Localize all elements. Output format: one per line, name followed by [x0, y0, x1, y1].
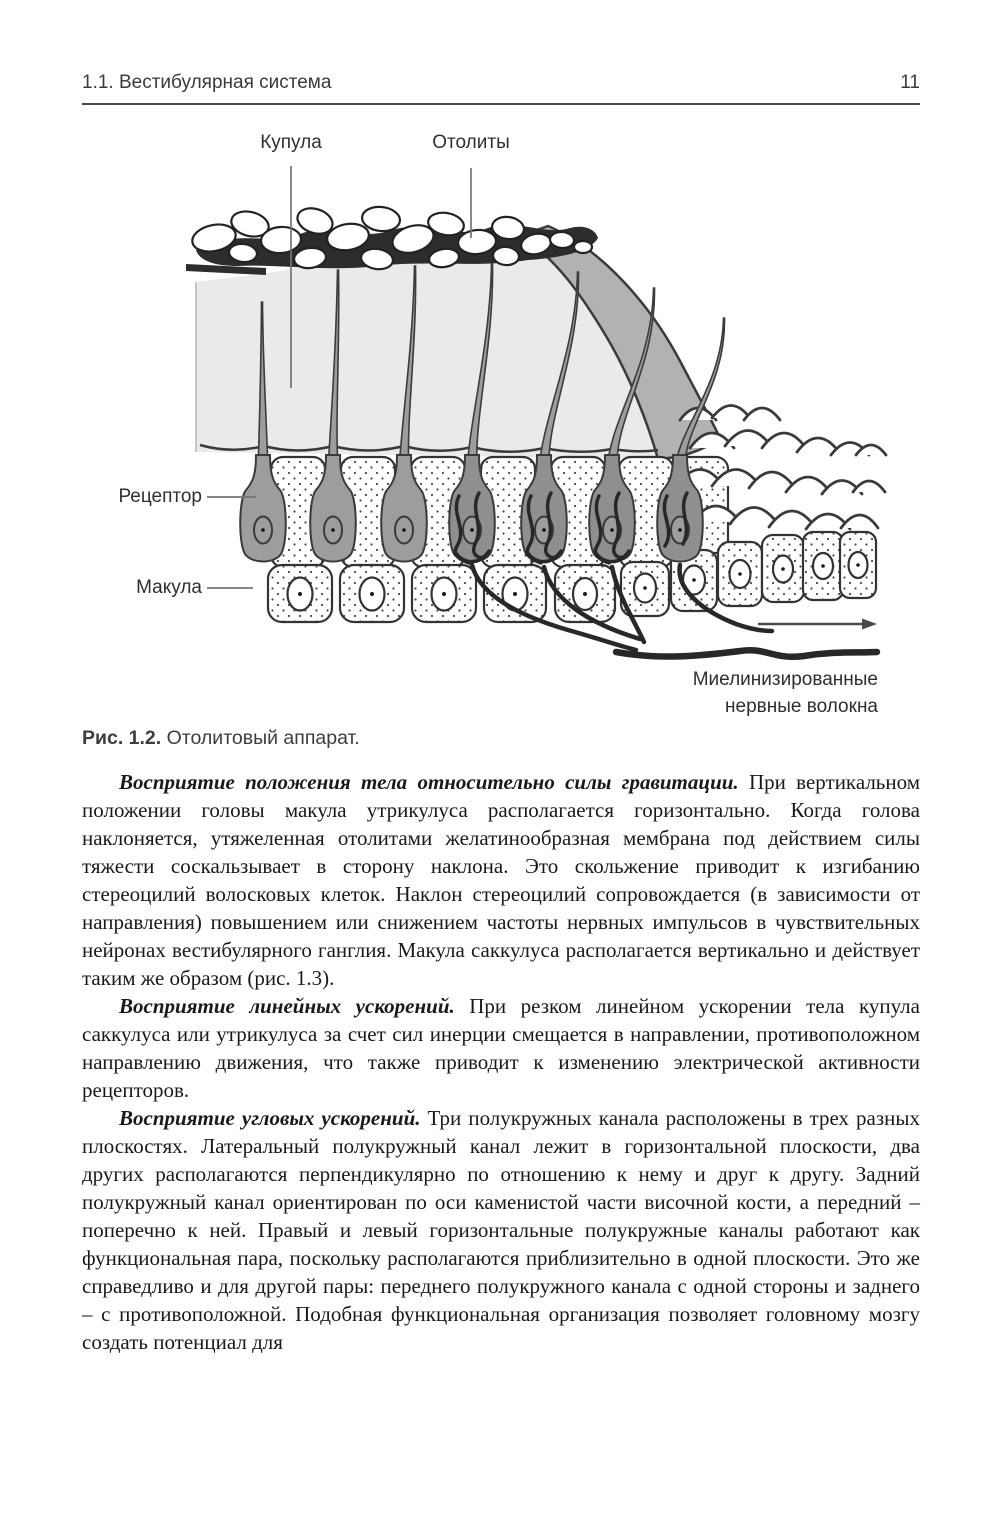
paragraph-gravity-body: При вертикальном положении головы макула утрикулуса располагается горизонтально. Когда голова наклоняется, утяжеленная отолитами желатинообразная мембрана под действием силы тяжести соскальзывает в сторону наклона. Это скольжение приводит к изгибанию стереоцилий волосковых клеток. Наклон стереоцилий сопровождается (в зависимости от направления) повышением или снижением частоты нервных импульсов в чувствительных нейронах вестибулярного ганглия. Макула саккулуса располагается вертикально и действует таким же образом (рис. 1.3).	[82, 770, 921, 990]
paragraph-linear-lead: Восприятие линейных ускорений.	[119, 994, 455, 1018]
figure-caption-number: Рис. 1.2.	[82, 727, 162, 749]
label-nerve-fibers	[560, 666, 878, 720]
label-otoliths: Отолиты	[432, 132, 510, 153]
header-rule	[82, 103, 920, 105]
label-receptor: Рецептор	[118, 486, 202, 507]
label-nerve-fibers-line2: нервные волокна	[725, 696, 878, 717]
label-nerve-fibers-line1: Миелинизированные	[692, 669, 878, 690]
label-cupula: Купула	[260, 132, 322, 153]
direction-arrow-icon	[758, 619, 877, 630]
paragraph-linear-body: При резком линейном ускорении тела купула саккулуса или утрикулуса за счет сил инерции смещается в направлении, противоположном направлению движения, что также приводит к изменению электрической активности рецепторов.	[82, 994, 920, 1102]
body-text	[82, 768, 920, 1356]
figure-caption-text: Отолитовый аппарат.	[166, 727, 360, 749]
figure-caption	[82, 727, 920, 750]
label-macula: Макула	[136, 577, 202, 598]
paragraph-gravity	[82, 768, 920, 992]
figure-1-2	[0, 118, 1000, 738]
paragraph-linear	[82, 992, 920, 1104]
paragraph-gravity-lead: Восприятие положения тела относительно силы гравитации.	[119, 770, 739, 794]
section-title: 1.1. Вестибулярная система	[82, 72, 332, 93]
paragraph-angular-body: Три полукружных канала расположены в трех разных плоскостях. Латеральный полукружный канал лежит в горизонтальной плоскости, два других располагаются перпендикулярно по отношению к нему и друг к другу. Задний полукружный канал ориентирован по оси каменистой части височной кости, а передний – поперечно к ней. Правый и левый горизонтальные полукружные каналы работают как функциональная пара, поскольку располагаются приблизительно в одной плоскости. Это же справедливо и для другой пары: переднего полукружного канала с одной стороны и заднего – с противоположной. Подобная функциональная организация позволяет головному мозгу создать потенциал для	[82, 1106, 920, 1354]
page-number: 11	[900, 72, 920, 93]
paragraph-angular-lead: Восприятие угловых ускорений.	[119, 1106, 421, 1130]
page-header	[82, 72, 920, 98]
paragraph-angular	[82, 1104, 920, 1356]
otolith-apparatus-illustration	[0, 118, 1000, 738]
